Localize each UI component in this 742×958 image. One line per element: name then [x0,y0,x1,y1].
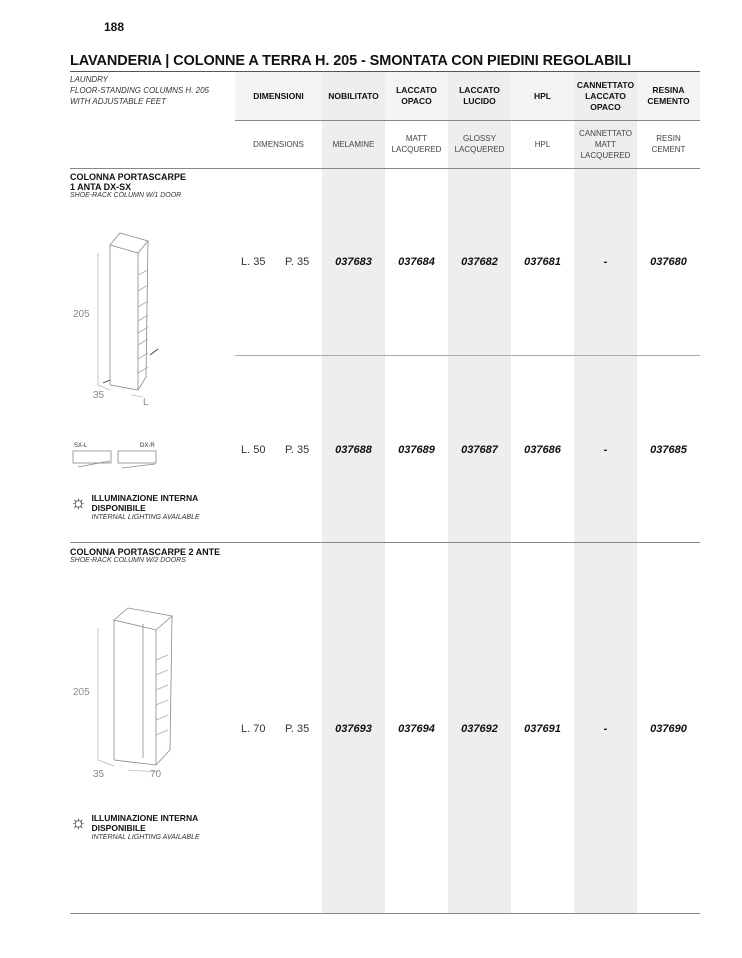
product-code: 037681 [524,256,561,268]
column-header-en [511,120,574,168]
shade-column-melamine [322,72,385,913]
column-header-it [322,72,385,120]
column-header-en [385,120,448,168]
column-2-doors-drawing [68,600,188,785]
dimension-depth: P. 35 [285,723,310,735]
column-header-it [574,72,637,120]
header-divider [235,120,700,121]
product-code: - [603,444,608,456]
header-line: DIMENSIONS [253,139,304,149]
intro-line: FLOOR-STANDING COLUMNS H. 205 [70,86,209,95]
product-code: 037692 [461,723,498,735]
height-label: 205 [73,687,90,698]
shade-column-glossy [448,72,511,913]
header-line: MELAMINE [332,139,375,149]
product-code: 037686 [524,444,561,456]
product-code: 037689 [398,444,435,456]
lighting-title: DISPONIBILE [91,823,146,833]
bottom-rule [70,913,700,914]
product-code: - [603,256,608,268]
lighting-icon: ☼ [70,812,87,832]
header-line: OPACO [590,101,621,112]
header-line: CEMENT [651,145,686,154]
intro-line: WITH ADJUSTABLE FEET [70,97,167,106]
product-code: 037691 [524,723,561,735]
lighting-title: DISPONIBILE [91,503,146,513]
lighting-title: ILLUMINAZIONE INTERNA [91,813,199,823]
header-line: LACCATO [585,90,626,101]
product-code: 037687 [461,444,498,456]
intro-line: LAUNDRY [70,75,108,84]
header-line: LUCIDO [463,96,496,106]
dimension-width: L. 70 [241,723,266,735]
column-header-en [448,120,511,168]
column-header-en [574,120,637,168]
dimension-depth: P. 35 [285,256,310,268]
section-rule [70,542,700,543]
header-line: HPL [534,90,551,101]
column-header-it [637,72,700,120]
header-line: CEMENTO [647,96,690,106]
section-title-line: COLONNA PORTASCARPE [70,172,187,182]
product-code: 037684 [398,256,435,268]
depth-label: 35 [93,769,105,780]
section-title-line: COLONNA PORTASCARPE 2 ANTE [70,547,221,557]
left-door-label: SX-L [74,443,88,449]
section-title-line: 1 ANTA DX-SX [70,182,132,192]
product-code: 037685 [650,444,687,456]
dimension-depth: P. 35 [285,444,310,456]
door-orientation-drawing [70,440,170,475]
header-line: DIMENSIONI [253,90,304,101]
header-line: MATT [405,134,428,143]
header-line: LACQUERED [391,145,442,154]
product-code: 037694 [398,723,435,735]
column-header-it [448,72,511,120]
header-line: RESIN [656,134,681,143]
width-label: L [143,397,149,408]
dimension-width: L. 50 [241,444,266,456]
row-divider [235,355,700,356]
header-line: RESINA [652,85,685,95]
header-line: LACCATO [459,85,500,95]
header-line: HPL [534,139,551,149]
section-subtitle: SHOE-RACK COLUMN W/2 DOORS [70,557,186,564]
dimension-width: L. 35 [241,256,266,268]
product-code: 037682 [461,256,498,268]
column-1-door-drawing [68,225,178,410]
column-header-en [322,120,385,168]
lighting-title: ILLUMINAZIONE INTERNA [91,493,199,503]
section-2-title [70,547,220,564]
product-code: 037683 [335,256,372,268]
page-title: LAVANDERIA | COLONNE A TERRA H. 205 - SMONTATA CON PIEDINI REGOLABILI [70,53,632,69]
width-label: 70 [150,769,162,780]
header-line: MATT [594,139,617,149]
header-line: LACCATO [396,85,437,95]
product-code: 037688 [335,444,372,456]
column-header-en [637,120,700,168]
page-number: 188 [104,20,125,34]
product-code: 037693 [335,723,372,735]
intro-text [70,74,209,107]
lighting-icon: ☼ [70,492,87,512]
product-code: - [603,723,608,735]
column-header-it [511,72,574,120]
section-subtitle: SHOE-RACK COLUMN W/1 DOOR [70,192,182,199]
lighting-subtitle: INTERNAL LIGHTING AVAILABLE [91,834,200,841]
lighting-subtitle: INTERNAL LIGHTING AVAILABLE [91,514,200,521]
section-1-title [70,172,186,199]
header-line: LACQUERED [580,150,631,160]
height-label: 205 [73,309,90,320]
lighting-badge [70,813,200,842]
shade-column-cannettato [574,72,637,913]
header-bottom-rule [70,168,700,169]
lighting-badge [70,493,200,522]
product-code: 037690 [650,723,687,735]
column-header-en [235,120,322,168]
right-door-label: DX-R [140,443,155,449]
depth-label: 35 [93,390,105,401]
header-line: LACQUERED [454,145,505,154]
header-line: GLOSSY [463,134,496,143]
product-code: 037680 [650,256,687,268]
header-line: NOBILITATO [328,90,379,101]
header-line: OPACO [401,96,432,106]
header-line: CANNETTATO [576,79,635,90]
header-line: CANNETTATO [579,128,632,138]
column-header-it [385,72,448,120]
column-header-it [235,72,322,120]
